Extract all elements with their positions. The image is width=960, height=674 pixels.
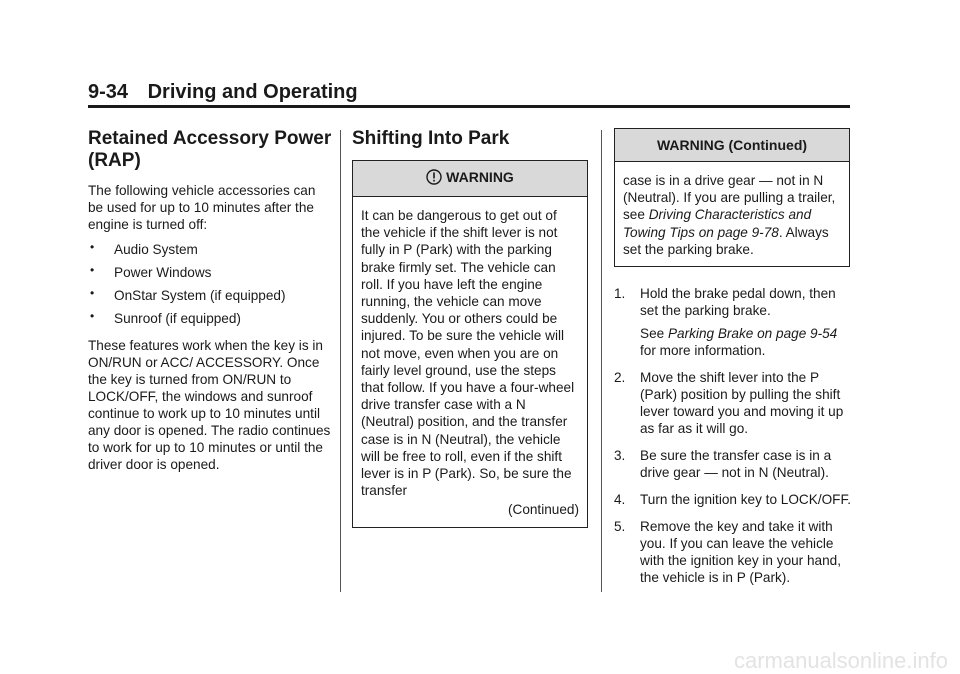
step-number: 4.: [614, 492, 626, 508]
watermark: carmanualsonline.info: [733, 648, 948, 673]
warning-continued-box: [614, 128, 850, 267]
column-park-steps: [614, 128, 852, 596]
header-rule: [88, 105, 850, 108]
warning-body: [353, 197, 587, 527]
towing-reference-link[interactable]: Driving Characteristics and Towing Tips on page 9-78: [623, 207, 812, 240]
list-item: [614, 518, 852, 586]
rap-heading: Retained Accessory Power (RAP): [88, 128, 332, 171]
park-heading: Shifting Into Park: [352, 128, 510, 149]
warning-icon: [426, 169, 442, 190]
step-number: 1.: [614, 286, 626, 302]
column-divider-2: [601, 130, 602, 592]
step-text: Move the shift lever into the P (Park) position by pulling the shift lever toward you and moving it up as far as it will go.: [640, 370, 844, 437]
warning-continued-body: [615, 162, 849, 266]
step-number: 3.: [614, 448, 626, 464]
warning-header: [353, 161, 587, 197]
rap-accessory-list: [88, 241, 333, 327]
step-text: Be sure the transfer case is in a drive gear — not in N (Neutral).: [640, 448, 832, 481]
list-item: • Power Windows: [88, 264, 333, 281]
list-item: • Audio System: [88, 241, 333, 258]
list-item: [614, 369, 852, 437]
column-divider-1: [340, 130, 341, 592]
list-item: [614, 491, 852, 508]
list-item: [614, 285, 852, 359]
section-title: Driving and Operating: [147, 81, 358, 103]
list-item: [614, 447, 852, 481]
warning-text: It can be dangerous to get out of the vehicle if the shift lever is not fully in P (Park) with the parking brake firmly set. The vehicle can roll. If you have left the engine running, the vehicle can move suddenly. You or others could be injured. To be sure the vehicle will not move, even when you are on fairly level ground, use the steps that follow. If you have a four-wheel drive transfer case with a N (Neutral) position, and the transfer case is in N (Neutral), the vehicle will be free to roll, even if the shift lever is in P (Park). So, be sure the transfer: [361, 208, 575, 499]
column-shifting-into-park: [352, 128, 588, 528]
column-rap: [88, 128, 333, 481]
step-number: 5.: [614, 519, 626, 535]
step-see-also: [640, 325, 852, 359]
warning-text: case is in a drive gear — not in N (Neutral). If you are pulling a trailer, see: [623, 173, 836, 223]
warning-title: WARNING: [446, 169, 514, 185]
rap-body: These features work when the key is in ON/RUN or ACC/ ACCESSORY. Once the key is turned from ON/RUN to LOCK/OFF, the windows and sunroof continue to work up to 10 minutes until any door is opened. The radio continues to work for up to 10 minutes or until the driver door is opened.: [88, 338, 331, 472]
step-number: 2.: [614, 370, 626, 386]
step-text: Hold the brake pedal down, then set the parking brake.: [640, 286, 836, 319]
warning-box: [352, 160, 588, 528]
warning-text-end: . Always set the parking brake.: [623, 224, 829, 257]
step-text: Turn the ignition key to LOCK/OFF.: [640, 492, 852, 508]
rap-intro: The following vehicle accessories can be used for up to 10 minutes after the engine is turned off:: [88, 183, 316, 232]
warning-continued-header: WARNING (Continued): [615, 129, 849, 162]
continued-label: (Continued): [507, 502, 579, 518]
step-text: Remove the key and take it with you. If you can leave the vehicle with the ignition key in your hand, the vehicle is in P (Park).: [640, 519, 842, 586]
see-prefix: See: [640, 326, 668, 342]
parking-brake-reference-link[interactable]: Parking Brake on page 9-54: [667, 326, 838, 342]
see-suffix: for more information.: [640, 343, 766, 359]
park-steps-list: [614, 285, 852, 586]
page-number: 9-34: [88, 81, 129, 103]
list-item: • Sunroof (if equipped): [88, 310, 333, 327]
list-item: • OnStar System (if equipped): [88, 287, 333, 304]
page-header: [88, 80, 850, 104]
